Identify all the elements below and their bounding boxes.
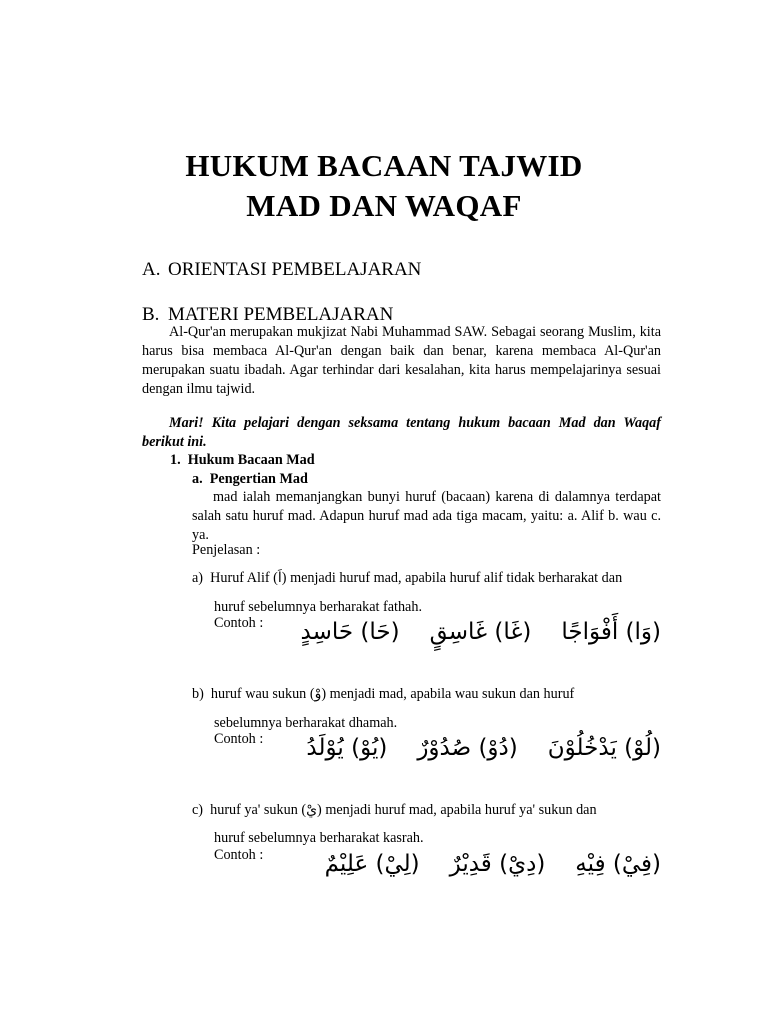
ya-glyph: يْ: [306, 802, 318, 818]
item-a-contoh: Contoh :: [214, 615, 264, 631]
item-c-examples: [325, 849, 661, 879]
wau-glyph: وْ: [314, 686, 322, 702]
arabic-example: (حَا) حَاسِدٍ: [300, 619, 400, 645]
arabic-example: (لِيْ) عَلِيْمٌ: [324, 851, 420, 877]
arabic-example: (يُوْ) يُوْلَدُ: [306, 735, 388, 761]
subsection-title: Hukum Bacaan Mad: [187, 452, 315, 468]
item-b-label: b): [192, 686, 204, 702]
item-c-label: c): [192, 802, 204, 818]
arabic-example: (غَا) غَاسِقٍ: [429, 619, 532, 645]
item-b-contoh: Contoh :: [214, 731, 264, 747]
section-a-heading: [142, 258, 421, 282]
section-b-text: MATERI PEMBELAJARAN: [168, 304, 394, 325]
item-a-examples: [301, 617, 662, 647]
item-c-line1: [192, 801, 597, 820]
sub-heading: [192, 470, 308, 489]
section-a-text: ORIENTASI PEMBELAJARAN: [168, 259, 422, 280]
subsection-heading: [170, 451, 315, 470]
item-a-label: a): [192, 570, 204, 586]
arabic-example: (دُوْ) صُدُوْرٌ: [417, 735, 518, 761]
penjelasan-label: Penjelasan :: [192, 542, 261, 558]
item-c-line2: huruf sebelumnya berharakat kasrah.: [214, 830, 424, 846]
invite-paragraph: Mari! Kita pelajari dengan seksama tentang hukum bacaan Mad dan Waqaf berikut ini.: [142, 415, 661, 450]
item-c-contoh: Contoh :: [214, 847, 264, 863]
arabic-example: (دِيْ) قَدِيْرٌ: [449, 851, 546, 877]
arabic-example: (وَا) أَفْوَاجًا: [561, 619, 661, 645]
section-a-label: A.: [142, 259, 161, 280]
arabic-example: (لُوْ) يَدْخُلُوْنَ: [547, 735, 661, 761]
title-line-1: HUKUM BACAAN TAJWID: [185, 148, 583, 183]
subsection-number: 1.: [170, 452, 181, 468]
item-b-text-after: ) menjadi mad, apabila wau sukun dan huruf: [321, 686, 575, 702]
item-b-line2: sebelumnya berharakat dhamah.: [214, 715, 398, 731]
arabic-example: (فِيْ) فِيْهِ: [575, 851, 661, 877]
item-c-text-before: huruf ya' sukun (: [210, 802, 307, 818]
mad-definition: mad ialah memanjangkan bunyi huruf (bacaan) karena di dalamnya terdapat salah satu huruf mad. Adapun huruf mad ada tiga macam, yaitu: a. Alif b. wau c. ya.: [192, 489, 661, 543]
sub-title: Pengertian Mad: [209, 471, 308, 487]
item-a-line1: [192, 569, 622, 588]
sub-label: a.: [192, 471, 203, 487]
item-b-text-before: huruf wau sukun (: [210, 686, 315, 702]
item-a-line2: huruf sebelumnya berharakat fathah.: [214, 599, 422, 615]
item-b-line1: [192, 685, 574, 704]
intro-paragraph: Al-Qur'an merupakan mukjizat Nabi Muhammad SAW. Sebagai seorang Muslim, kita harus bisa membaca Al-Qur'an dengan baik dan benar, karena membaca Al-Qur'an merupakan suatu ibadah. Agar terhindar dari kesalahan, kita harus mempelajarinya sesuai dengan ilmu tajwid.: [142, 324, 661, 397]
item-a-text-after: ) menjadi huruf mad, apabila huruf alif tidak berharakat dan: [281, 570, 623, 586]
item-b-examples: [306, 733, 661, 763]
alif-glyph: اَ: [277, 570, 282, 586]
title-line-2: MAD DAN WAQAF: [246, 188, 522, 223]
item-c-text-after: ) menjadi huruf mad, apabila huruf ya' sukun dan: [317, 802, 597, 818]
item-a-text-before: Huruf Alif (: [210, 570, 278, 586]
section-b-label: B.: [142, 304, 160, 325]
